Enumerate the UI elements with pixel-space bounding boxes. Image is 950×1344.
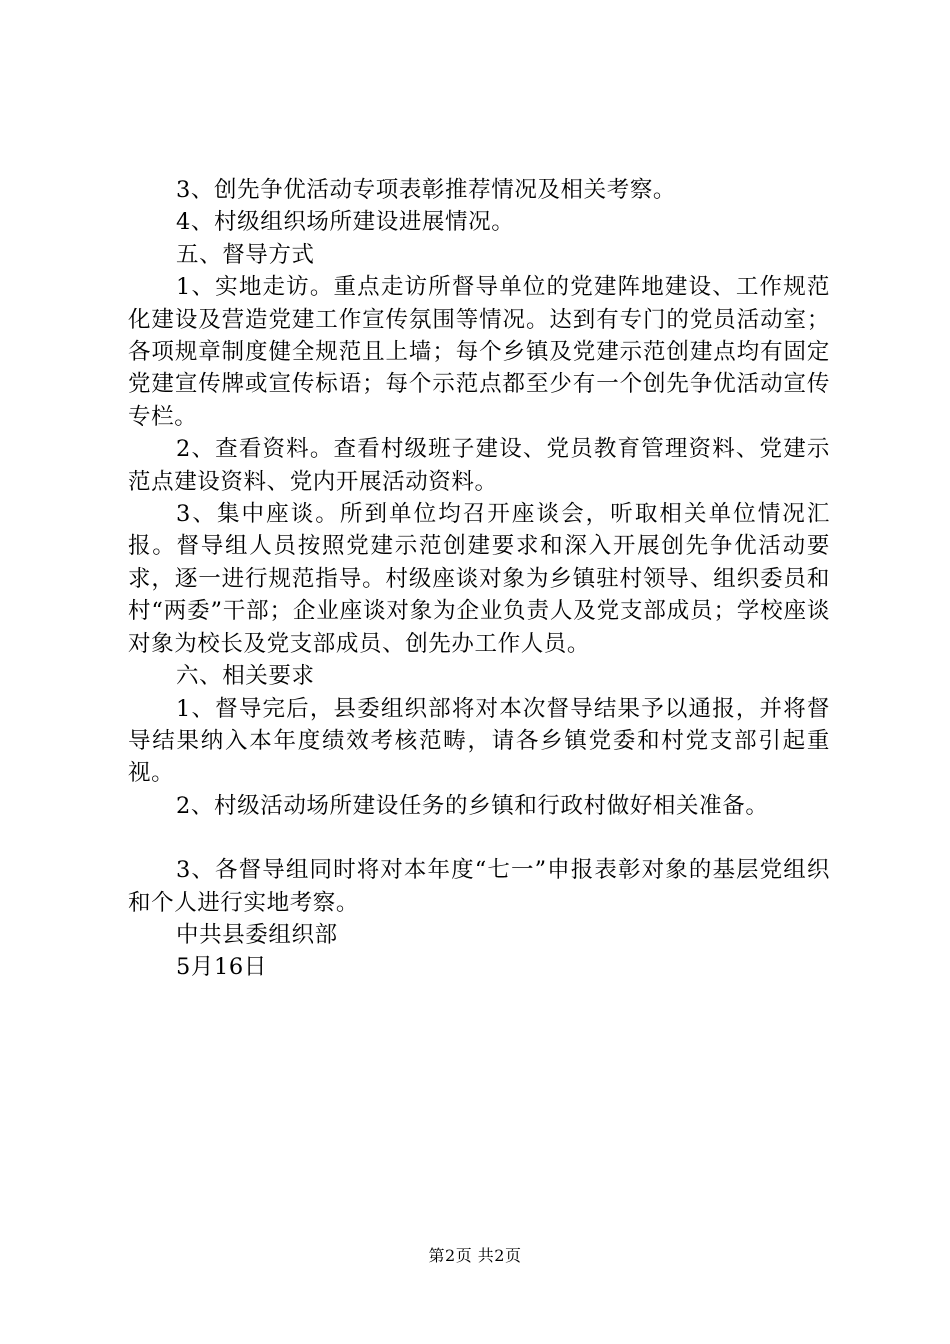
paragraph-group-discussion: 3、集中座谈。所到单位均召开座谈会，听取相关单位情况汇报。督导组人员按照党建示范创建要求和深入开展创先争优活动要求，逐一进行规范指导。村级座谈对象为乡镇驻村领导、组织委员和村“两委”干部；企业座谈对象为企业负责人及党支部成员；学校座谈对象为校长及党支部成员、创先办工作人员。 <box>128 501 830 657</box>
document-body <box>128 174 830 984</box>
signature-date: 5月16日 <box>176 954 267 981</box>
page-number: 第2页 共2页 <box>428 1246 522 1265</box>
paragraph-report-results: 1、督导完后，县委组织部将对本次督导结果予以通报，并将督导结果纳入本年度绩效考核范畴，请各乡镇党委和村党支部引起重视。 <box>128 695 830 787</box>
section-heading-requirements: 六、相关要求 <box>176 663 315 690</box>
paragraph-field-visit: 1、实地走访。重点走访所督导单位的党建阵地建设、工作规范化建设及营造党建工作宣传氛围等情况。达到有专门的党员活动室；各项规章制度健全规范且上墙；每个乡镇及党建示范创建点均有固定党建宣传牌或宣传标语；每个示范点都至少有一个创先争优活动宣传专栏。 <box>128 274 830 430</box>
paragraph-item-3-recommendation: 3、创先争优活动专项表彰推荐情况及相关考察。 <box>176 177 677 203</box>
paragraph-site-inspection: 3、各督导组同时将对本年度“七一”申报表彰对象的基层党组织和个人进行实地考察。 <box>128 857 830 916</box>
page-footer <box>0 1246 950 1266</box>
signature-organization: 中共县委组织部 <box>176 921 338 948</box>
section-heading-supervision-method: 五、督导方式 <box>176 241 315 268</box>
paragraph-item-4-venue-progress: 4、村级组织场所建设进展情况。 <box>176 209 515 236</box>
paragraph-review-materials: 2、查看资料。查看村级班子建设、党员教育管理资料、党建示范点建设资料、党内开展活动资料。 <box>128 436 830 495</box>
paragraph-venue-preparation: 2、村级活动场所建设任务的乡镇和行政村做好相关准备。 <box>176 792 769 819</box>
